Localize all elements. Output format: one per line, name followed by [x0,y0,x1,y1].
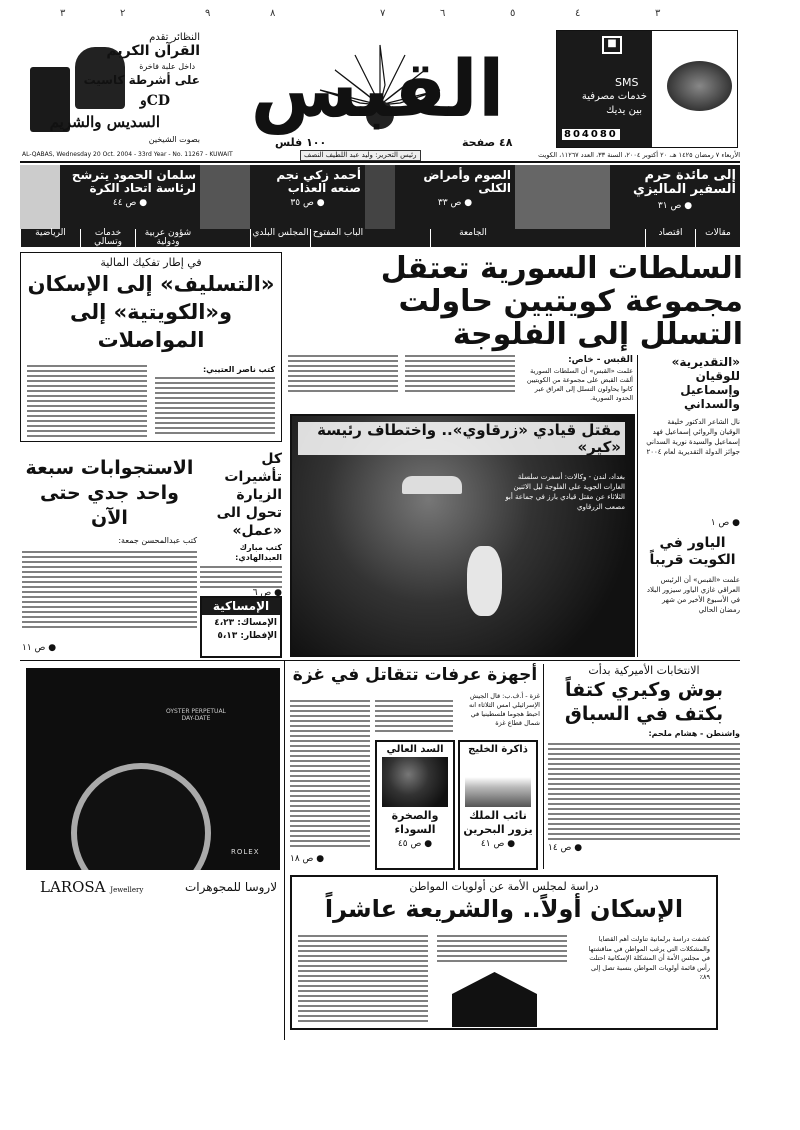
column-rule [543,664,544,869]
bank-logo-icon: ■ [602,36,622,54]
visas-story [200,450,282,599]
teaser-page: ● ص ٣١ [657,200,693,211]
us-election-story [548,664,740,854]
tick: ٣ [655,8,661,19]
tick: ٢ [120,8,126,19]
iftar-label: الإفطار: [240,631,277,642]
ad-text: القرآن الكريم [106,43,200,59]
page-count [462,137,512,149]
teaser-photo [365,165,395,229]
price-value: ١٠٠ [306,136,327,149]
interpellations-story [22,456,197,629]
ad-sms: SMS [615,76,639,89]
mini-title: السد العالي [386,744,444,755]
teaser-title: إلى مائدة حرم السفير الماليزي [633,168,736,198]
photo-headline: مقتل قيادي «زرقاوي».. واختطاف رئيسة «كير» [298,422,625,455]
story-headline[interactable]: أجهزة عرفات تتقاتل في غزة [292,665,538,685]
mini-photo [382,757,448,807]
brief-text: علمت «القبس» أن الرئيس العراقي غازي الياور سيزور البلاد في الأسبوع الأخير من شهر رمضان الحالي [646,576,740,614]
teaser-photo [515,165,610,229]
ad-phone: 804080 [564,129,618,140]
divider [20,161,740,163]
study-box [290,875,718,1030]
kicker: الانتخابات الأميركية بدأت [588,664,700,677]
story-headline[interactable]: بوش وكيري كتفاً بكتف في السباق [564,679,724,725]
pages-unit: صفحة [462,136,496,149]
date-english: AL-QABAS, Wednesday 20 Oct. 2004 - 33rd Year - No. 11267 - KUWAIT [22,151,233,158]
watch-tagline: OYSTER PERPETUAL [166,708,226,715]
section-tab[interactable]: اقتصاد [645,229,695,247]
ad-text: CDو [139,93,170,109]
price [275,137,326,149]
ad-text: خدمات مصرفية [581,91,647,102]
byline: كتب عبدالمحسن جمعة: [118,536,197,545]
main-headline[interactable]: السلطات السورية تعتقل مجموعة كويتيين حاولت التسلل إلى الفلوجة [380,251,743,352]
page-ref: ● ص ١٨ [290,854,325,864]
tick: ٨ [270,8,276,19]
teaser-title: أحمد زكي نجم صنعه العذاب [276,168,361,196]
page-ref: ● ص ٦ [252,588,282,598]
teaser[interactable] [60,165,200,229]
section-tab[interactable]: شؤون عربية ودولية [135,229,200,247]
page-ref: ● ص ١ [710,518,740,528]
story-lead: غزة - أ.ف.ب: قال الجيش الإسرائيلي امس الثلاثاء انه احبط هجوما فلسطينيا في شمال قطاع غزة [468,692,540,727]
tick: ٥ [510,8,516,19]
gulf-memory-box[interactable] [458,740,538,870]
study-headline[interactable]: الإسكان أولاً.. والشريعة عاشراً [324,895,684,923]
story-lead: علمت «القبس» أن السلطات السورية ألقت القبض على مجموعة من الكويتيين كانوا يحاولون التسلل إلى العراق عبر الحدود السورية. [526,367,633,402]
story-headline[interactable]: كل تأشيرات الزيارة تحول الى «عمل» [216,451,282,539]
iftar-time: ٥،١٣ [217,631,238,642]
main-story [288,355,633,411]
right-column [645,355,740,655]
section-tab[interactable]: المجلس البلدي [250,229,310,247]
teaser-photo [20,165,60,229]
house-icon [452,972,537,1027]
teaser-band [20,165,740,247]
teaser-page: ● ص ٤٤ [112,198,148,209]
tick: ٤ [575,8,581,19]
rolex-brand: ROLEX [231,848,260,856]
imsak-time: ٤،٢٣ [214,618,235,629]
imsakiya-title: الإمساكية [202,598,280,615]
teaser-page: ● ص ٣٥ [290,198,325,209]
brief-text: نال الشاعر الدكتور خليفة الوقيان والروائي إسماعيل فهد إسماعيل والسيدة نورية السداني جوائز الدولة التقديرية لعام ٢٠٠٤ [646,418,740,456]
dealer-name: LAROSA [40,878,106,896]
quran-ad [25,32,200,147]
photo-story[interactable] [290,414,635,657]
imsak-label: الإمساك: [237,618,277,629]
ad-text: بصوت الشيخين [148,135,200,144]
bag-shape [467,546,502,616]
dealer-arabic: لاروسا للمجوهرات [185,880,278,894]
section-tab[interactable]: خدمات وتسالي [80,229,135,247]
tick: ٣ [60,8,66,19]
dateline: القبس - خاص: [568,355,633,365]
tick: ٩ [205,8,211,19]
byline: واشنطن - هشام ملحم: [648,729,740,738]
pages-value: ٤٨ [499,136,513,149]
teaser-photo [200,165,250,229]
teaser[interactable] [395,165,515,229]
section-tab[interactable]: مقالات [695,229,740,247]
page-ref: ● ص ٤٥ [397,839,433,849]
date-arabic: الأربعاء ٧ رمضان ١٤٢٥ هـ، ٢٠ أكتوبر ٢٠٠٤، السنة ٣٣، العدد ١١٢٦٧، الكويت [538,151,740,159]
logo-text: القبس [250,45,505,135]
section-tab[interactable]: الرياضية [20,229,80,247]
kicker: في إطار تفكيك المالية [100,256,202,269]
tick: ٧ [380,8,386,19]
high-dam-box[interactable] [375,740,455,870]
section-tab[interactable]: الجامعة [430,229,515,247]
keys-image [667,61,732,111]
mini-photo [465,757,531,807]
ad-text: داخل علبة فاخرة [139,62,195,71]
watch-face-icon [71,763,211,870]
ad-text: بين يديك [606,105,642,116]
mini-headline: والصخرة السوداء [391,809,439,836]
finance-box [20,252,282,442]
cap-shape [402,476,462,494]
study-lead: كشفت دراسة برلمانية تناولت أهم القضايا والمشكلات التي يرغب المواطن في مناقشتها في مجلس الأمة أن المشكلة الإسكانية احتلت رأس قائمة أولويات المواطن بنسبة تصل إلى ٨٩٪ [588,935,710,981]
imsakiya-box [200,596,282,658]
ad-text: النظائر تقدم [149,32,200,43]
price-unit: فلس [275,136,303,149]
page-ref: ● ص ١٤ [548,843,583,853]
column-rule [284,660,285,1040]
larosa-logo [40,878,143,896]
brief-headline[interactable]: الياور في الكويت قريباً [649,535,736,568]
column-rule [637,355,638,657]
watch-model: DAY-DATE [181,715,211,722]
masthead-logo [205,35,550,135]
brief-headline[interactable]: «التقديرية» للوقيان وإسماعيل والسداني [671,355,740,411]
story-headline[interactable]: الاستجوابات سبعة واحد جدي حتى الآن [25,457,194,529]
ad-text: على أشرطة كاسيت [83,73,200,87]
tick: ٦ [440,8,446,19]
divider [20,660,740,661]
editor-in-chief: رئيس التحرير: وليد عبد اللطيف النصف [300,150,421,161]
teaser-title: الصوم وأمراض الكلى [423,168,511,196]
section-tab[interactable]: الباب المفتوح [310,229,365,247]
page-ref: ● ص ١١ [22,643,57,653]
box-headline[interactable]: «التسليف» إلى الإسكان و«الكويتية» إلى المواصلات [27,272,275,352]
teaser-title: سلمان الحمود يترشح لرئاسة اتحاد الكرة [71,168,196,196]
mini-title: ذاكرة الخليج [468,744,528,755]
teaser-page: ● ص ٣٣ [437,198,473,209]
bank-ad [556,30,738,148]
dealer-sub: Jewellery [110,886,144,894]
page-ref: ● ص ٤١ [480,839,516,849]
watch-ad [26,668,280,870]
teaser[interactable] [610,165,740,229]
photo-caption: بغداد، لندن - وكالات: أسفرت سلسلة الغارات الجوية على الفلوجة ليل الاثنين الثلاثاء عن مقتل قيادي بارز في جماعة أبو مصعب الزرقاوي [505,473,625,511]
byline: كتب ناصر العتيبي: [202,365,275,374]
ad-text: السديس والشريم [49,113,160,131]
kicker: دراسة لمجلس الأمة عن أولويات المواطن [409,880,599,893]
teaser[interactable] [250,165,365,229]
mini-headline: نائب الملك يزور البحرين [463,809,533,836]
byline: كتب مبارك العبدالهادي: [235,543,282,562]
